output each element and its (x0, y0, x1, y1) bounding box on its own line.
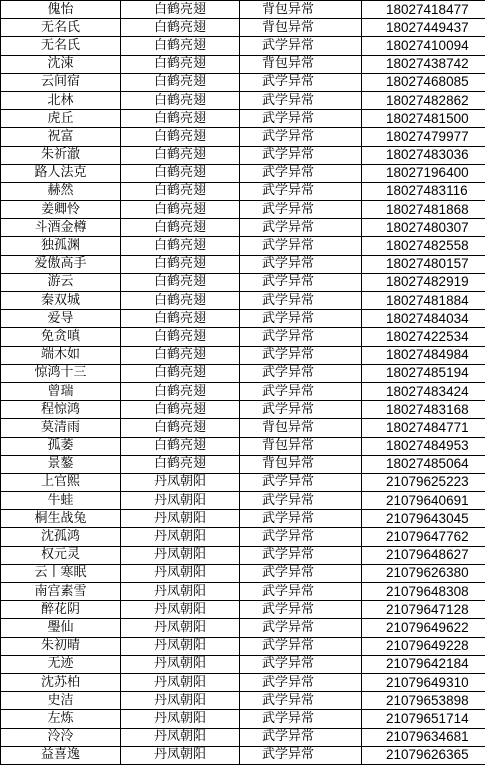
table-row (1, 401, 485, 419)
player-name-cell: 北林 (1, 91, 121, 109)
status-cell: 武学异常 (240, 292, 362, 310)
status-cell: 武学异常 (240, 619, 362, 637)
player-name-cell: 程惊鸿 (1, 401, 121, 419)
player-name-cell: 史洁 (1, 692, 121, 710)
faction-cell: 丹凤朝阳 (121, 692, 240, 710)
table-row (1, 637, 485, 655)
status-cell: 武学异常 (240, 110, 362, 128)
status-cell: 背包异常 (240, 455, 362, 473)
faction-cell: 丹凤朝阳 (121, 564, 240, 582)
table-row (1, 564, 485, 582)
status-cell: 武学异常 (240, 37, 362, 55)
faction-cell: 白鹤亮翅 (121, 255, 240, 273)
faction-cell: 白鹤亮翅 (121, 182, 240, 200)
player-name-cell: 游云 (1, 273, 121, 291)
status-cell: 武学异常 (240, 164, 362, 182)
faction-cell: 白鹤亮翅 (121, 164, 240, 182)
status-cell: 武学异常 (240, 364, 362, 382)
player-name-cell: 左炼 (1, 710, 121, 728)
player-name-cell: 端木如 (1, 346, 121, 364)
player-id-cell: 18027484953 (362, 437, 485, 455)
player-id-cell: 21079649228 (362, 637, 485, 655)
status-cell: 武学异常 (240, 328, 362, 346)
faction-cell: 白鹤亮翅 (121, 1, 240, 19)
player-name-cell: 朱初晴 (1, 637, 121, 655)
player-id-cell: 18027482919 (362, 273, 485, 291)
table-row (1, 419, 485, 437)
status-cell: 武学异常 (240, 310, 362, 328)
table-body (1, 1, 485, 765)
player-id-cell: 21079649310 (362, 673, 485, 691)
table-row (1, 1, 485, 19)
player-id-cell: 18027418477 (362, 1, 485, 19)
faction-cell: 丹凤朝阳 (121, 528, 240, 546)
player-name-cell: 傀怡 (1, 1, 121, 19)
status-cell: 武学异常 (240, 473, 362, 491)
table-row (1, 292, 485, 310)
player-id-cell: 21079626380 (362, 564, 485, 582)
faction-cell: 白鹤亮翅 (121, 382, 240, 400)
player-name-cell: 祝富 (1, 128, 121, 146)
player-name-cell: 泠泠 (1, 728, 121, 746)
status-cell: 武学异常 (240, 655, 362, 673)
table-row (1, 164, 485, 182)
player-name-cell: 孤萎 (1, 437, 121, 455)
table-row (1, 601, 485, 619)
player-name-cell: 沈苏柏 (1, 673, 121, 691)
table-row (1, 746, 485, 764)
faction-cell: 丹凤朝阳 (121, 510, 240, 528)
status-cell: 武学异常 (240, 73, 362, 91)
status-cell: 武学异常 (240, 746, 362, 764)
status-cell: 背包异常 (240, 437, 362, 455)
table-row (1, 655, 485, 673)
faction-cell: 白鹤亮翅 (121, 328, 240, 346)
player-id-cell: 18027485064 (362, 455, 485, 473)
player-id-cell: 21079634681 (362, 728, 485, 746)
table-row (1, 619, 485, 637)
faction-cell: 白鹤亮翅 (121, 273, 240, 291)
player-name-cell: 上官熙 (1, 473, 121, 491)
player-name-cell: 权元灵 (1, 546, 121, 564)
table-row (1, 546, 485, 564)
player-id-cell: 21079651714 (362, 710, 485, 728)
player-id-cell: 21079625223 (362, 473, 485, 491)
player-name-cell: 云丨寒眠 (1, 564, 121, 582)
faction-cell: 白鹤亮翅 (121, 437, 240, 455)
status-cell: 武学异常 (240, 237, 362, 255)
status-cell: 武学异常 (240, 692, 362, 710)
player-id-cell: 18027468085 (362, 73, 485, 91)
faction-cell: 白鹤亮翅 (121, 219, 240, 237)
player-id-cell: 21079647128 (362, 601, 485, 619)
player-id-cell: 18027483424 (362, 382, 485, 400)
player-id-cell: 21079649622 (362, 619, 485, 637)
player-id-cell: 18027481868 (362, 201, 485, 219)
player-id-cell: 18027480157 (362, 255, 485, 273)
player-id-cell: 21079643045 (362, 510, 485, 528)
faction-cell: 白鹤亮翅 (121, 146, 240, 164)
table-row (1, 146, 485, 164)
player-id-cell: 18027484034 (362, 310, 485, 328)
status-cell: 武学异常 (240, 273, 362, 291)
player-id-cell: 18027438742 (362, 55, 485, 73)
player-id-cell: 21079653898 (362, 692, 485, 710)
table-row (1, 328, 485, 346)
faction-cell: 白鹤亮翅 (121, 237, 240, 255)
player-id-cell: 21079647762 (362, 528, 485, 546)
faction-cell: 白鹤亮翅 (121, 201, 240, 219)
status-cell: 武学异常 (240, 673, 362, 691)
player-id-cell: 18027410094 (362, 37, 485, 55)
faction-cell: 白鹤亮翅 (121, 91, 240, 109)
status-cell: 背包异常 (240, 19, 362, 37)
player-id-cell: 18027482558 (362, 237, 485, 255)
faction-cell: 白鹤亮翅 (121, 19, 240, 37)
status-cell: 武学异常 (240, 346, 362, 364)
status-cell: 武学异常 (240, 182, 362, 200)
faction-cell: 白鹤亮翅 (121, 110, 240, 128)
status-cell: 武学异常 (240, 601, 362, 619)
table-row (1, 692, 485, 710)
player-name-cell: 虎丘 (1, 110, 121, 128)
player-id-cell: 21079648627 (362, 546, 485, 564)
faction-cell: 丹凤朝阳 (121, 619, 240, 637)
player-name-cell: 爱导 (1, 310, 121, 328)
player-id-cell: 18027483036 (362, 146, 485, 164)
faction-cell: 丹凤朝阳 (121, 546, 240, 564)
table-row (1, 37, 485, 55)
player-id-cell: 21079626365 (362, 746, 485, 764)
player-id-cell: 21079642184 (362, 655, 485, 673)
table-row (1, 201, 485, 219)
status-cell: 武学异常 (240, 546, 362, 564)
status-cell: 武学异常 (240, 219, 362, 237)
status-cell: 武学异常 (240, 710, 362, 728)
status-cell: 武学异常 (240, 728, 362, 746)
player-name-cell: 莫清雨 (1, 419, 121, 437)
faction-cell: 白鹤亮翅 (121, 419, 240, 437)
player-id-cell: 18027196400 (362, 164, 485, 182)
faction-cell: 丹凤朝阳 (121, 673, 240, 691)
table-row (1, 583, 485, 601)
player-id-cell: 18027482862 (362, 91, 485, 109)
faction-cell: 白鹤亮翅 (121, 364, 240, 382)
player-name-cell: 免贪嗔 (1, 328, 121, 346)
table-row (1, 237, 485, 255)
faction-cell: 白鹤亮翅 (121, 346, 240, 364)
table-row (1, 728, 485, 746)
status-cell: 背包异常 (240, 1, 362, 19)
status-cell: 背包异常 (240, 419, 362, 437)
table-row (1, 673, 485, 691)
player-name-cell: 桐生战兔 (1, 510, 121, 528)
table-row (1, 110, 485, 128)
player-name-cell: 沈涑 (1, 55, 121, 73)
player-name-cell: 云间宿 (1, 73, 121, 91)
player-id-cell: 18027481500 (362, 110, 485, 128)
faction-cell: 白鹤亮翅 (121, 73, 240, 91)
player-name-cell: 姜卿怜 (1, 201, 121, 219)
player-name-cell: 秦双城 (1, 292, 121, 310)
player-name-cell: 斗酒金樽 (1, 219, 121, 237)
status-cell: 武学异常 (240, 528, 362, 546)
player-id-cell: 18027484984 (362, 346, 485, 364)
status-cell: 武学异常 (240, 564, 362, 582)
status-cell: 武学异常 (240, 583, 362, 601)
faction-cell: 丹凤朝阳 (121, 601, 240, 619)
player-name-cell: 朱祈澈 (1, 146, 121, 164)
table-row (1, 510, 485, 528)
player-id-cell: 18027483116 (362, 182, 485, 200)
faction-cell: 丹凤朝阳 (121, 746, 240, 764)
table-row (1, 346, 485, 364)
status-cell: 武学异常 (240, 637, 362, 655)
table-row (1, 273, 485, 291)
faction-cell: 白鹤亮翅 (121, 55, 240, 73)
player-name-cell: 爱傲高手 (1, 255, 121, 273)
table-row (1, 55, 485, 73)
faction-cell: 丹凤朝阳 (121, 492, 240, 510)
player-name-cell: 南宫素雪 (1, 583, 121, 601)
status-cell: 武学异常 (240, 255, 362, 273)
player-id-cell: 18027483168 (362, 401, 485, 419)
faction-cell: 丹凤朝阳 (121, 583, 240, 601)
table-row (1, 255, 485, 273)
status-cell: 武学异常 (240, 201, 362, 219)
faction-cell: 白鹤亮翅 (121, 128, 240, 146)
player-name-cell: 景鏊 (1, 455, 121, 473)
faction-cell: 丹凤朝阳 (121, 655, 240, 673)
player-name-cell: 沈孤鸿 (1, 528, 121, 546)
table-row (1, 492, 485, 510)
status-cell: 武学异常 (240, 91, 362, 109)
table-row (1, 528, 485, 546)
player-name-cell: 赫然 (1, 182, 121, 200)
faction-cell: 白鹤亮翅 (121, 455, 240, 473)
table-row (1, 473, 485, 491)
status-cell: 武学异常 (240, 401, 362, 419)
faction-cell: 白鹤亮翅 (121, 292, 240, 310)
table-row (1, 382, 485, 400)
status-cell: 武学异常 (240, 510, 362, 528)
player-name-cell: 路人法克 (1, 164, 121, 182)
table-row (1, 455, 485, 473)
faction-cell: 丹凤朝阳 (121, 728, 240, 746)
faction-cell: 白鹤亮翅 (121, 310, 240, 328)
status-cell: 武学异常 (240, 128, 362, 146)
player-id-cell: 18027449437 (362, 19, 485, 37)
status-cell: 武学异常 (240, 382, 362, 400)
player-id-cell: 21079640691 (362, 492, 485, 510)
faction-cell: 丹凤朝阳 (121, 637, 240, 655)
status-cell: 背包异常 (240, 55, 362, 73)
table-row (1, 182, 485, 200)
player-id-cell: 18027480307 (362, 219, 485, 237)
player-id-cell: 18027484771 (362, 419, 485, 437)
player-id-cell: 18027485194 (362, 364, 485, 382)
faction-cell: 丹凤朝阳 (121, 473, 240, 491)
table-row (1, 91, 485, 109)
status-cell: 武学异常 (240, 146, 362, 164)
player-name-cell: 独孤渊 (1, 237, 121, 255)
player-id-cell: 21079648308 (362, 583, 485, 601)
player-name-cell: 无名氏 (1, 37, 121, 55)
table-row (1, 19, 485, 37)
player-name-cell: 无名氏 (1, 19, 121, 37)
player-name-cell: 无迹 (1, 655, 121, 673)
player-name-cell: 醉花阴 (1, 601, 121, 619)
table-row (1, 219, 485, 237)
table-row (1, 73, 485, 91)
player-id-cell: 18027422534 (362, 328, 485, 346)
faction-cell: 丹凤朝阳 (121, 710, 240, 728)
faction-cell: 白鹤亮翅 (121, 37, 240, 55)
player-name-cell: 璺仙 (1, 619, 121, 637)
player-id-cell: 18027481884 (362, 292, 485, 310)
player-name-cell: 益喜逸 (1, 746, 121, 764)
table-row (1, 128, 485, 146)
player-name-cell: 曾瑞 (1, 382, 121, 400)
faction-cell: 白鹤亮翅 (121, 401, 240, 419)
player-id-cell: 18027479977 (362, 128, 485, 146)
table-row (1, 310, 485, 328)
table-row (1, 437, 485, 455)
status-cell: 武学异常 (240, 492, 362, 510)
table-row (1, 364, 485, 382)
table-row (1, 710, 485, 728)
player-name-cell: 牛蛙 (1, 492, 121, 510)
player-name-cell: 惊鸿十三 (1, 364, 121, 382)
